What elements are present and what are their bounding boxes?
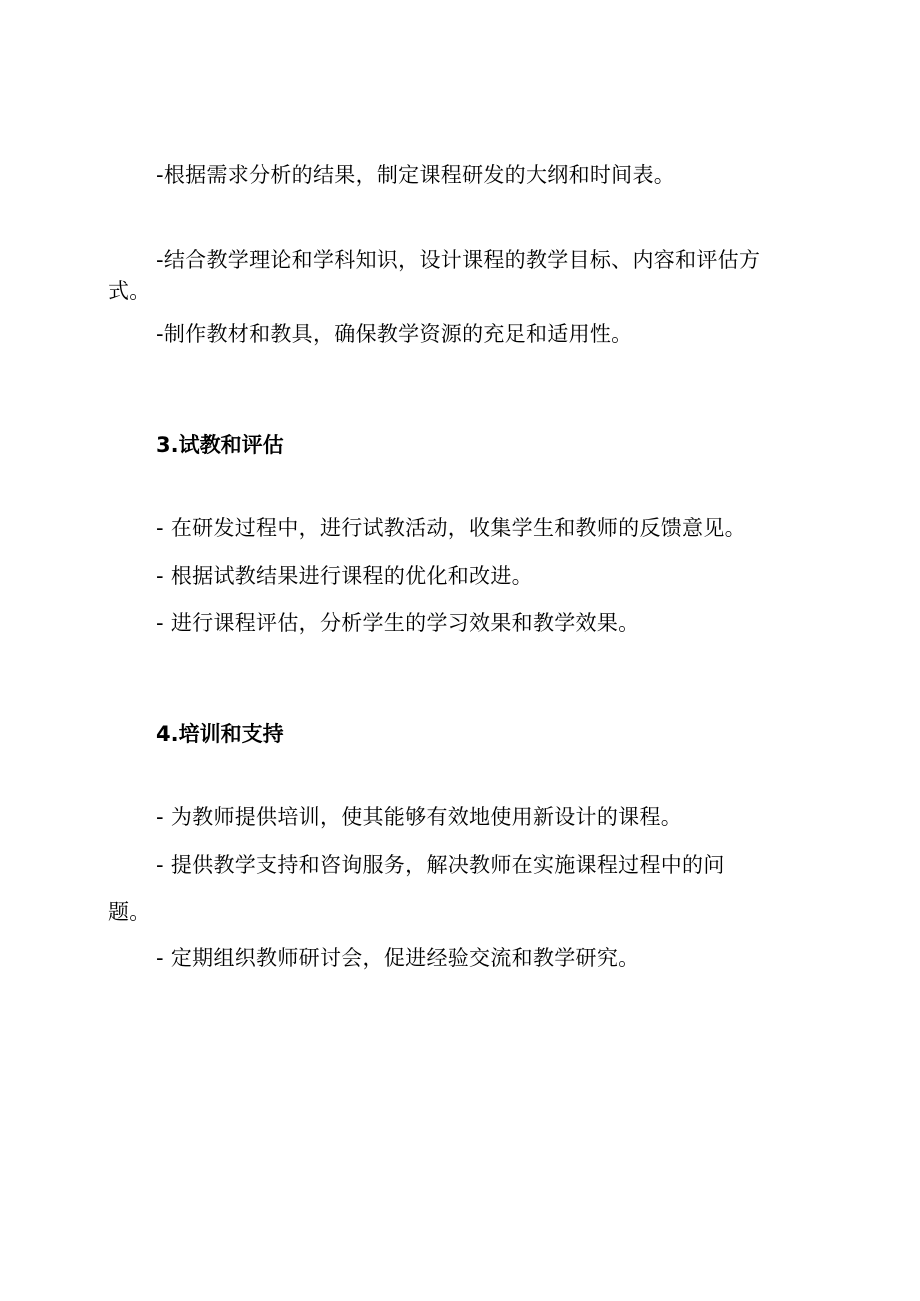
section2-item-3: -制作教材和教具，确保教学资源的充足和适用性。 xyxy=(156,322,633,346)
section2-item-1: -根据需求分析的结果，制定课程研发的大纲和时间表。 xyxy=(156,163,676,187)
section3-item-3: - 进行课程评估，分析学生的学习效果和教学效果。 xyxy=(156,611,640,635)
section4-heading: 4.培训和支持 xyxy=(156,722,284,746)
section4-item-3: - 定期组织教师研讨会，促进经验交流和教学研究。 xyxy=(156,946,640,970)
section4-item-2: - 提供教学支持和咨询服务，解决教师在实施课程过程中的问 xyxy=(156,853,725,877)
section3-item-2: - 根据试教结果进行课程的优化和改进。 xyxy=(156,564,533,588)
section2-item-2-continuation: 式。 xyxy=(108,279,151,303)
section2-item-2: -结合教学理论和学科知识，设计课程的教学目标、内容和评估方 xyxy=(156,248,761,272)
section3-item-1: - 在研发过程中，进行试教活动，收集学生和教师的反馈意见。 xyxy=(156,516,746,540)
section3-heading: 3.试教和评估 xyxy=(156,433,284,457)
section4-item-1: - 为教师提供培训，使其能够有效地使用新设计的课程。 xyxy=(156,805,683,829)
section4-item-2-continuation: 题。 xyxy=(108,900,151,924)
